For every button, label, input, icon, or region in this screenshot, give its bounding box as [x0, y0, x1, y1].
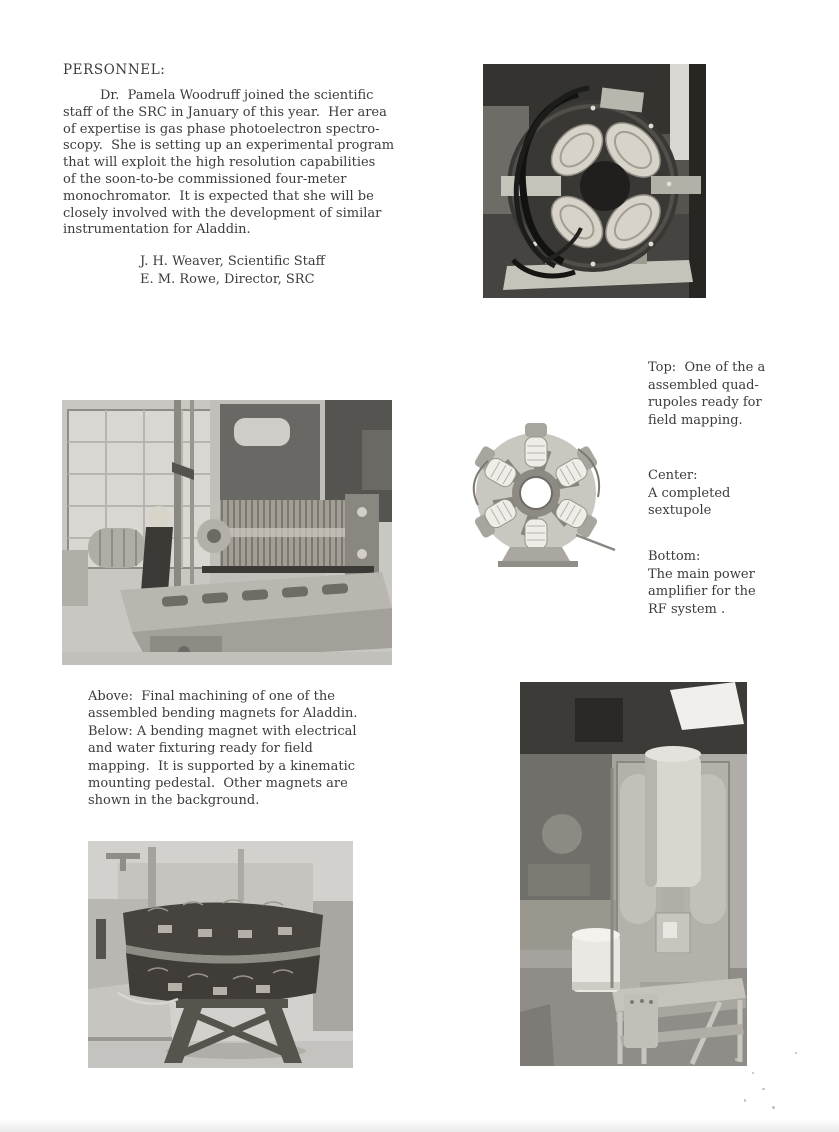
scan-speck: [744, 1099, 746, 1102]
scan-speck: [762, 1088, 765, 1090]
paragraph-line: scopy. She is setting up an experimental program: [63, 138, 395, 154]
caption-line: mounting pedestal. Other magnets are: [88, 776, 348, 792]
caption-line: The main power: [648, 566, 755, 582]
caption-line: assembled quad-: [648, 377, 759, 393]
caption-line: Below: A bending magnet with electrical: [88, 723, 357, 739]
sextupole-photo: [458, 421, 618, 579]
caption-line: Bottom:: [648, 549, 701, 564]
paragraph-line: instrumentation for Aladdin.: [63, 222, 251, 238]
caption-line: field mapping.: [648, 412, 743, 428]
caption-line: Above: Final machining of one of the: [88, 689, 335, 704]
paragraph-line: of the soon-to-be commissioned four-meter: [63, 171, 347, 187]
rf-amplifier-photo-illustration: [520, 682, 747, 1066]
machining-photo-illustration: [62, 400, 392, 665]
paragraph-line: of expertise is gas phase photoelectron spectro-: [63, 121, 380, 137]
caption-line: mapping. It is supported by a kinematic: [88, 758, 356, 774]
paragraph-line: that will exploit the high resolution capabilities: [63, 155, 376, 171]
caption-line: and water fixturing ready for field: [88, 741, 313, 757]
rf-amplifier-photo: [520, 682, 747, 1066]
signature-line: J. H. Weaver, Scientific Staff: [140, 254, 325, 269]
caption-top-quadrupole: [648, 359, 823, 429]
caption-line: shown in the background.: [88, 793, 260, 809]
bending-magnet-photo-illustration: [88, 841, 353, 1068]
caption-line: amplifier for the: [648, 584, 756, 600]
caption-line: rupoles ready for: [648, 395, 762, 411]
paragraph-line: monochromator. It is expected that she will be: [63, 188, 374, 204]
caption-line: A completed: [648, 485, 731, 501]
scan-speck: [752, 1072, 754, 1074]
scan-speck: [735, 1058, 738, 1061]
personnel-paragraph: [63, 88, 408, 239]
paragraph-line: staff of the SRC in January of this year. Her area: [63, 104, 387, 120]
caption-center-sextupole: [648, 467, 823, 520]
caption-bending-magnets: [88, 688, 413, 810]
personnel-heading: PERSONNEL:: [63, 62, 166, 78]
quadrupole-photo: [483, 64, 706, 298]
caption-line: RF system .: [648, 601, 726, 617]
machining-photo: [62, 400, 392, 665]
quadrupole-photo-illustration: [483, 64, 706, 298]
sextupole-photo-illustration: [458, 421, 618, 579]
paragraph-line: Dr. Pamela Woodruff joined the scientific: [100, 88, 374, 103]
scan-speck: [772, 1106, 775, 1109]
scan-speck: [795, 1052, 797, 1054]
scan-edge-shadow: [0, 1119, 839, 1132]
caption-line: sextupole: [648, 503, 712, 519]
paragraph-line: closely involved with the development of similar: [63, 205, 382, 221]
bending-magnet-photo: [88, 841, 353, 1068]
caption-bottom-amplifier: [648, 548, 823, 618]
signature-block: [140, 253, 325, 289]
caption-line: assembled bending magnets for Aladdin.: [88, 706, 358, 722]
caption-line: Center:: [648, 468, 698, 483]
caption-line: Top: One of the a: [648, 360, 766, 375]
signature-line: E. M. Rowe, Director, SRC: [140, 272, 315, 287]
